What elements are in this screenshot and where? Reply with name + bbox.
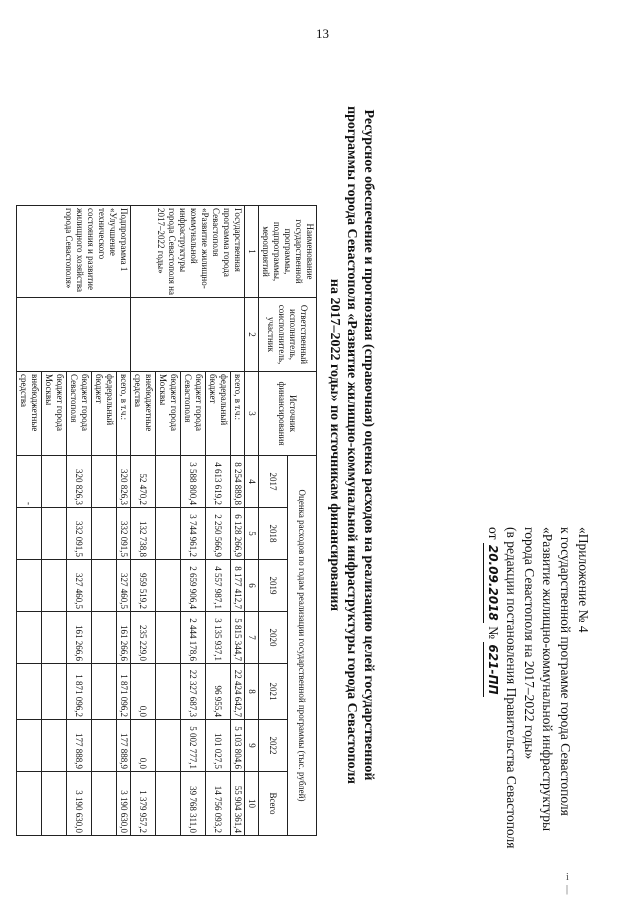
value-cell: 8 177 412,7 — [231, 560, 245, 612]
col-number: 7 — [245, 612, 259, 664]
header-responsible: Ответственный исполнитель, соисполнитель, участник — [259, 298, 317, 372]
value-cell — [17, 560, 42, 612]
header-source: Источник финансирования — [259, 372, 317, 456]
value-cell — [156, 772, 181, 836]
value-cell — [17, 508, 42, 560]
value-cell — [17, 612, 42, 664]
value-cell: 2 250 566,9 — [206, 508, 231, 560]
value-cell: 55 904 361,4 — [231, 772, 245, 836]
value-cell: 2 444 178,6 — [181, 612, 206, 664]
value-cell — [42, 612, 67, 664]
value-cell — [92, 664, 117, 720]
source-cell: внебюджетные средства — [131, 372, 156, 456]
value-cell — [156, 720, 181, 772]
value-cell: 320 826,3 — [117, 456, 131, 508]
value-cell — [156, 508, 181, 560]
appendix-line: к государственной программе города Севастополя — [558, 527, 573, 816]
value-cell — [42, 508, 67, 560]
table-row — [231, 206, 245, 836]
value-cell: 161 266,6 — [67, 612, 92, 664]
subprogram-section — [17, 206, 131, 836]
source-cell: бюджет города Севастополя — [181, 372, 206, 456]
value-cell — [92, 508, 117, 560]
value-cell: 0,0 — [131, 664, 156, 720]
value-cell — [17, 772, 42, 836]
rotated-document-content — [19, 5, 612, 885]
title-line: на 2017–2022 годы» по источникам финансирования — [327, 278, 342, 612]
value-cell — [42, 560, 67, 612]
value-cell: 1 871 096,2 — [67, 664, 92, 720]
value-cell — [17, 664, 42, 720]
col-number: 10 — [245, 772, 259, 836]
value-cell: 14 756 093,2 — [206, 772, 231, 836]
value-cell: 332 091,5 — [117, 508, 131, 560]
header-estimate: Оценка расходов по годам реализации государственной программы (тыс. рублей) — [288, 456, 317, 836]
appendix-line: «Приложение № 4 — [576, 527, 591, 633]
value-cell: 4 557 987,1 — [206, 560, 231, 612]
header-year: 2021 — [259, 664, 288, 720]
responsible-cell — [17, 298, 131, 372]
value-cell: 96 955,4 — [206, 664, 231, 720]
value-cell: 332 091,5 — [67, 508, 92, 560]
value-cell: 6 128 266,9 — [231, 508, 245, 560]
col-number: 5 — [245, 508, 259, 560]
program-section — [131, 206, 245, 836]
value-cell: 3 190 630,0 — [67, 772, 92, 836]
value-cell: 8 254 889,8 — [231, 456, 245, 508]
col-number: 6 — [245, 560, 259, 612]
source-cell: всего, в т.ч.: — [231, 372, 245, 456]
appendix-header — [483, 527, 592, 849]
title-line: программы города Севастополя «Развитие жилищно-коммунальной инфраструктуры города Севастополя — [344, 106, 359, 784]
header-year: 2019 — [259, 560, 288, 612]
value-cell: 5 002 777,1 — [181, 720, 206, 772]
value-cell — [156, 612, 181, 664]
appendix-number-label: № — [486, 626, 501, 640]
value-cell: 327 460,5 — [67, 560, 92, 612]
value-cell — [156, 664, 181, 720]
program-name-cell: Государственная программа города Севастополя «Развитие жилищно-коммунальной инфраструктуры города Севастополя на 2017–2022 годы» — [131, 206, 245, 298]
value-cell: 3 588 800,4 — [181, 456, 206, 508]
value-cell — [92, 456, 117, 508]
scan-mark: і — [566, 872, 569, 883]
value-cell — [42, 456, 67, 508]
source-cell: бюджет города Севастополя — [67, 372, 92, 456]
source-cell: бюджет города Москвы — [42, 372, 67, 456]
title-line: Ресурсное обеспечение и прогнозная (справочная) оценка расходов на реализацию целей государственной — [361, 109, 376, 781]
value-cell: 177 888,9 — [117, 720, 131, 772]
value-cell — [92, 772, 117, 836]
value-cell: 3 135 937,1 — [206, 612, 231, 664]
value-cell: 5 103 804,6 — [231, 720, 245, 772]
value-cell: 101 027,5 — [206, 720, 231, 772]
value-cell: 959 519,2 — [131, 560, 156, 612]
value-cell — [92, 560, 117, 612]
value-cell: 1 871 096,2 — [117, 664, 131, 720]
col-number: 1 — [245, 206, 259, 298]
value-cell: 327 460,5 — [117, 560, 131, 612]
value-cell: 22 424 642,7 — [231, 664, 245, 720]
header-year: 2017 — [259, 456, 288, 508]
header-year: 2020 — [259, 612, 288, 664]
column-number-row — [245, 206, 259, 836]
value-cell: 1 379 957,2 — [131, 772, 156, 836]
value-cell — [42, 772, 67, 836]
source-cell: внебюджетные средства — [17, 372, 42, 456]
responsible-cell — [131, 298, 245, 372]
appendix-from-label: от — [486, 527, 501, 540]
header-total: Всего — [259, 772, 288, 836]
value-cell: 235 229,0 — [131, 612, 156, 664]
value-cell: 3 190 630,0 — [117, 772, 131, 836]
value-cell: 22 327 687,3 — [181, 664, 206, 720]
table-header-row — [288, 206, 317, 836]
program-name-cell: Подпрограмма 1 «Улучшение технического состояния и развитие жилищного хозяйства города Севастополя» — [17, 206, 131, 298]
value-cell — [42, 664, 67, 720]
handwritten-date: 20.09.2018 — [483, 543, 502, 623]
value-cell: 2 659 906,4 — [181, 560, 206, 612]
value-cell: 52 470,2 — [131, 456, 156, 508]
table-row — [117, 206, 131, 836]
header-year: 2022 — [259, 720, 288, 772]
col-number: 4 — [245, 456, 259, 508]
header-year: 2018 — [259, 508, 288, 560]
value-cell — [92, 612, 117, 664]
value-cell: 3 744 961,2 — [181, 508, 206, 560]
value-cell: 39 768 311,0 — [181, 772, 206, 836]
col-number: 3 — [245, 372, 259, 456]
col-number: 9 — [245, 720, 259, 772]
col-number: 2 — [245, 298, 259, 372]
value-cell: 177 888,9 — [67, 720, 92, 772]
value-cell — [156, 456, 181, 508]
value-cell — [156, 560, 181, 612]
appendix-line: (в редакции постановления Правительства Севастополя — [504, 527, 519, 849]
appendix-line: города Севастополя на 2017–2022 годы» — [522, 527, 537, 760]
value-cell: 320 826,3 — [67, 456, 92, 508]
value-cell: - — [17, 456, 42, 508]
financing-table — [16, 205, 317, 836]
handwritten-number: 621-ПП — [483, 642, 502, 696]
source-cell: бюджет города Москвы — [156, 372, 181, 456]
source-cell: всего, в т.ч.: — [117, 372, 131, 456]
appendix-line-date — [483, 527, 502, 837]
source-cell: федеральный бюджет — [206, 372, 231, 456]
value-cell — [17, 720, 42, 772]
value-cell: 132 738,8 — [131, 508, 156, 560]
col-number: 8 — [245, 664, 259, 720]
value-cell: 5 815 344,7 — [231, 612, 245, 664]
value-cell: 161 266,6 — [117, 612, 131, 664]
document-title — [326, 45, 377, 845]
value-cell — [42, 720, 67, 772]
value-cell: 0,0 — [131, 720, 156, 772]
page-number: 13 — [316, 26, 329, 41]
header-name: Наименование государственной программы, подпрограммы, мероприятий — [259, 206, 317, 298]
appendix-line: «Развитие жилищно-коммунальной инфраструктуры — [540, 527, 555, 832]
scan-mark: | — [566, 884, 569, 895]
source-cell: федеральный бюджет — [92, 372, 117, 456]
value-cell: 4 613 619,2 — [206, 456, 231, 508]
value-cell — [92, 720, 117, 772]
